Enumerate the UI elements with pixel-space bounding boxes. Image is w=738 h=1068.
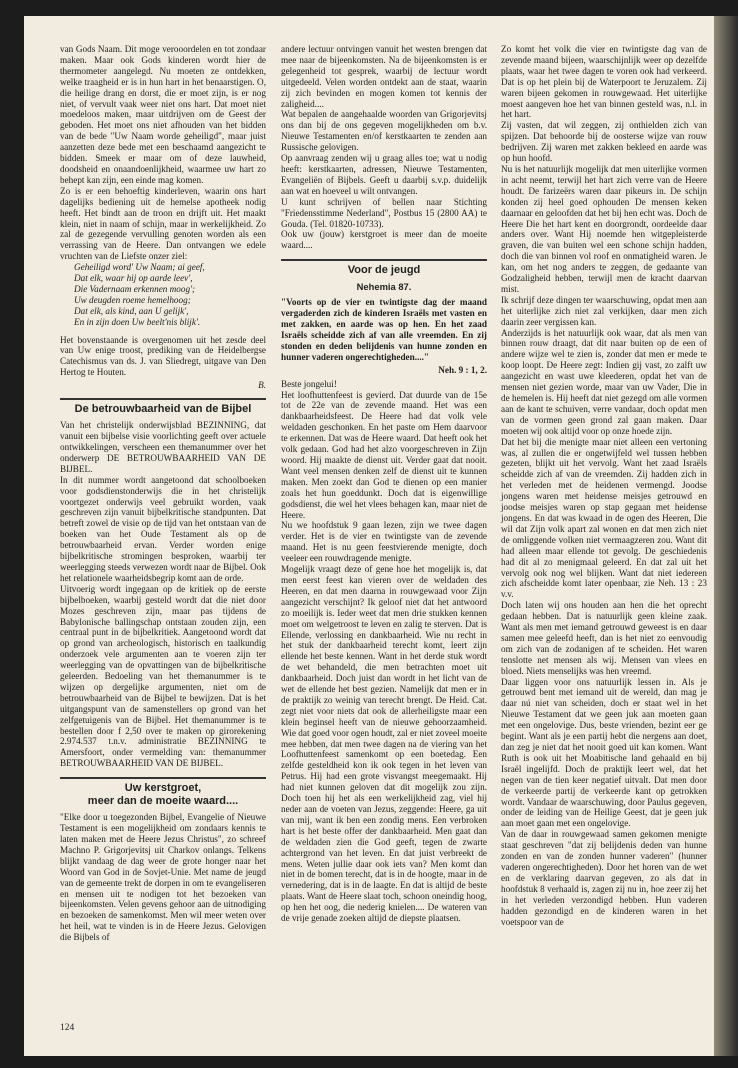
page-number: 124 bbox=[60, 1023, 75, 1033]
column-left bbox=[60, 44, 266, 943]
column-right bbox=[501, 44, 707, 927]
paragraph: Het loofhuttenfeest is gevierd. Dat duurde van de 15e tot de 22e van de zevende maand. Het was een dankbaarheidsfeest. De Heere had dat volk vele weldaden geschonken. En het paste om Hem daarvoor te erkennen. Dat was de Heere waard. Dat heeft ook het volk gedaan. God had het alzo voorgeschreven in Zijn woord. Hij maakte de dienst uit. Verder gaat dat nooit. Want veel mensen denken zelf de dienst uit te kunnen maken. Men zoekt dan God te dienen op een manier zoals het hun goeddunkt. Doch dat is eigenwillige godsdienst, die wel het vlees behagen kan, maar niet de Heere. bbox=[281, 389, 487, 520]
paragraph: van Gods Naam. Dit moge verooordelen en tot zondaar maken. Maar ook Gods kinderen wordt hier de thermometer aangelegd. Nu moeten ze ontdekken, welke traagheid er is in hun hart in het benaarstigen. O, die heilige drang en dorst, die er moet zijn, is er nog niet, of vervult vaak weer niet ons hart. Dat moet niet moedeloos maken, maar uitdrijven om de Geest der geboden. Het moet ons niet afhouden van het bidden van de bede "Uw Naam worde geheiligd", maar juist aanzetten deze bede met een beschaamd aangezicht te bidden. Smeek er maar om of deze lauwheid, doodsheid en onaandoenlijkheid, waarmee uw hart zo behept kan zijn, een einde mag komen. bbox=[60, 44, 266, 185]
section-divider bbox=[60, 398, 266, 400]
section-divider bbox=[281, 259, 487, 261]
poem-line: Die Vadernaam erkennen moog'; bbox=[74, 283, 196, 294]
paragraph: Beste jongelui! bbox=[281, 378, 337, 389]
paragraph: Ook uw (jouw) kerstgroet is meer dan de moeite waard.... bbox=[281, 229, 487, 251]
heading-line: Uw kerstgroet, bbox=[124, 782, 202, 795]
column-middle bbox=[281, 44, 487, 924]
paragraph: U kunt schrijven of bellen naar Stichting "Friedensstimme Nederland", Postbus 15 (2800 AA) te Gouda. (Tel. 01820-10733). bbox=[281, 196, 487, 229]
scripture-reference: Neh. 9 : 1, 2. bbox=[438, 364, 487, 375]
section-divider bbox=[60, 777, 266, 779]
paragraph: Daar liggen voor ons natuurlijk lessen in. Als je getrouwd bent met iemand uit de wereld, dan mag je daar nú niet van scheiden, doch er staat wel in het Nieuwe Testament dat we geen juk aan moeten gaan met een ongelovige. Dus, beste vrienden, bezint eer ge begint. Want als je een partij hebt die nergens aan doet, dan zeg je niet dat het nooit goed uit kan komen. Want Ruth is ook uit het Moabitische land gehaald en bij Israël ingelijfd. Doch de praktijk leert wel, dat het negen van de tien keer negatief uitvalt. Dat men door de verkeerde partij de verkeerde kant op getrokken wordt. Vandaar de waarschuwing, door Paulus gegeven, onder de leiding van de Heilige Geest, dat je geen juk aan moet gaan met een ongelovige. bbox=[501, 676, 707, 829]
paragraph: Uitvoerig wordt ingegaan op de kritiek op de eerste bijbelboeken, waarbij gesteld wordt dat die niet door Mozes geschreven zijn, maar pas tijdens de Babylonische ballingschap ontstaan zouden zijn, een centraal punt in de bijbelkritiek. Aangetoond wordt dat op grond van archeologisch, historisch en taalkundig onderzoek vele argumenten aan te voeren zijn ter weerlegging van de opvattingen van de bijbelkritische geleerden. Bedoeling van het themanummer is te wijzen op dergelijke argumenten, niet om de betrouwbaarheid van de Bijbel te bewijzen. Dat is het uitgangspunt van de samenstellers op grond van het zelfgetuigenis van de Bijbel. Het themanummer is te bestellen door f 2,50 over te maken op girorekening 2.974.537 t.n.v. administratie BEZINNING te Amersfoort, onder vermelding van: themanummer BETROUWBAARHEID VAN DE BIJBEL. bbox=[60, 583, 266, 769]
poem-quote bbox=[60, 262, 266, 327]
paragraph: Anderzijds is het natuurlijk ook waar, dat als men van binnen rouw draagt, dat dit naar buiten op de een of andere wijze wel te zien is, zonder dat men er mede te koop loopt. De Heere zegt: Indien gij vast, zo zalft uw aangezicht en wast uwe kleederen, opdat het van de mensen niet gezien worde, maar van uw Vader, Die in de hemelen is. Hij heeft dat niet gezegd om alle vormen aan de kant te schuiven, verre vandaar, doch opdat men van de vormen geen grond zal gaan maken. Daar moeten wij ook altijd voor op onze hoede zijn. bbox=[501, 327, 707, 436]
paragraph: Wat bepalen de aangehaalde woorden van Grigorjevitsj ons dan bij de ons gegeven mogelijkheden om b.v. Nieuwe Testamenten en/of kerstkaarten te zenden aan Russische gelovigen. bbox=[281, 109, 487, 153]
poem-line: Uw deugden roeme hemelhoog; bbox=[74, 294, 191, 305]
poem-line: Dat elk, waar hij op aarde leev', bbox=[74, 273, 193, 284]
poem-line: En in zijn doen Uw beelt'nis blijk'. bbox=[74, 316, 201, 327]
paragraph: Dat het bij die menigte maar niet alleen een vertoning was, al zullen die er ongetwijfeld wel tussen hebben gezeten, blijkt uit het vervolg. Want het zaad Israëls scheidde zich af van de vreemden. Zij hadden zich in het verleden met de heidenen vermengd. Joodse jongens waren met heidense meisjes getrouwd en joodse meisjes waren op stap gegaan met heidense jongens. En dat was kwaad in de ogen des Heeren, Die wil dat Zijn volk apart zal wonen en dat men zich niet de omliggende volken niet vermaagzeren zou. Want dit had alleen maar ellende tot gevolg. De geschiedenis had dit al zo menigmaal geleerd. En dat zal uit het vervolg ook nog wel blijken. Want dat niet iedereen zich afscheidde komt later openbaar, zie Neh. 13 : 23 v.v. bbox=[501, 436, 707, 600]
section-subheading: Nehemia 87. bbox=[356, 281, 412, 293]
paragraph: Op aanvraag zenden wij u graag alles toe; wat u nodig heeft: kerstkaarten, adressen, Nieuwe Testamenten, Evangeliën of Bijbels. Geeft u daarbij s.v.p. duidelijk aan wat en hoeveel u wilt ontvangen. bbox=[281, 153, 487, 196]
section-heading bbox=[60, 782, 266, 808]
paragraph: Nu we hoofdstuk 9 gaan lezen, zijn we twee dagen verder. Het is de vier en twintigste van de zevende maand. Het is nu geen feestvierende menigte, doch veeleer een rouwdragende menigte. bbox=[281, 520, 487, 564]
paragraph: Doch laten wij ons houden aan hen die het oprecht gedaan hebben. Dat is natuurlijk geen kleine zaak. Want als men met iemand getrouwd geweest is en daar samen mee geleefd heeft, dan is het niet zo eenvoudig om zich van de zodanigen af te scheiden. Het waren tenslotte net mensen als wij. Mensen van vlees en bloed. Niets menselijks was hen vreemd. bbox=[501, 600, 707, 676]
paragraph: Zo is er een behoeftig kinderleven, waarin ons hart dagelijks bediening uit de hemelse apotheek nodig heeft. Het bindt aan de troon en drijft uit. Het maakt klein, niet in naam of schijn, maar in werkelijkheid. Zo zal de gezegende vervulling genoten worden als een verrassing van de Heere. Dan ontvangen we edele vruchten van de Liefste onzer ziel: bbox=[60, 185, 266, 262]
paragraph: Zo komt het volk die vier en twintigste dag van de zevende maand bijeen, waarschijnlijk weer op dezelfde plaats, waar het twee dagen te voren ook had verkeerd. Dat is op het plein bij de Waterpoort te Jeruzalem. Zij waren bijeen gekomen in rouwgewaad. Het uiterlijke moest aangeven hoe het van binnen gesteld was, n.l. in het hart. bbox=[501, 44, 707, 120]
paragraph: Ik schrijf deze dingen ter waarschuwing, opdat men aan het uiterlijke zich niet zal verkijken, daar men zich daarin zeer vergissen kan. bbox=[501, 294, 707, 327]
paragraph: In dit nummer wordt aangetoond dat schoolboeken voor godsdienstonderwijs die in het christelijk voortgezet onderwijs veel gebruikt worden, vaak geschreven zijn vanuit bijbelkritische standpunten. Dat betreft zowel de visie op de tijd van het ontstaan van de boeken van het Oude Testament als op de betrouwbaarheid ervan. Verder worden enige bijbelkritische stromingen besproken, waarbij ter weerlegging steeds verwezen wordt naar de Bijbel. Ook het relationele waarheidsbegrip komt aan de orde. bbox=[60, 474, 266, 583]
paragraph: Het bovenstaande is overgenomen uit het zesde deel van Uw enige troost, prediking van de Heidelbergse Catechismus van ds. J. van Sliedregt, uitgave van Den Hertog te Houten. bbox=[60, 334, 266, 378]
heading-line: meer dan de moeite waard.... bbox=[87, 795, 239, 808]
paragraph: "Elke door u toegezonden Bijbel, Evangelie of Nieuwe Testament is een mogelijkheid om zondaars kennis te laten maken met de Heere Jezus Christus", zo schreef Machno P. Grigorjevitsj uit Charkov onlangs. Telkens blijkt vandaag de dag weer de grote honger naar het Woord van God in de Sovjet-Unie. Met name de jeugd van de gemeente trekt de dorpen in om te evangeliseren en mensen uit te nodigen tot het bezoeken van bijeenkomsten. Velen gevens gehoor aan de uitnodiging en bezoeken de samenkomst. Men wil meer weten over het heil, wat te vinden is in de Heere Jezus. Gelovigen die Bijbels of bbox=[60, 812, 266, 943]
scripture-quote: "Voorts op de vier en twintigste dag der maand vergaderden zich de kinderen Israëls met vasten en met zakken, en aarde was op hen. En het zaad Israëls scheidde zich af van alle vreemden. En zij stonden en deden belijdenis van hunne zonden en hunner vaderen ongerechtigheden...." bbox=[281, 297, 487, 362]
poem-line: Dat elk, als kind, aan U gelijk', bbox=[74, 305, 189, 316]
poem-line: Geheiligd word' Uw Naam; ai geef, bbox=[74, 262, 205, 273]
section-heading: Voor de jeugd bbox=[347, 264, 421, 277]
paragraph: Van het christelijk onderwijsblad BEZINNING, dat vanuit een bijbelse visie voorlichting geeft over actuele ontwikkelingen, verscheen een themanummer over het onderwerp DE BETROUWBAARHEID VAN DE BIJBEL. bbox=[60, 420, 266, 474]
author-initial: B. bbox=[258, 380, 266, 391]
paragraph: Van de daar in rouwgewaad samen gekomen menigte staat geschreven "dat zij belijdenis deden van hunne zonden en van de zonden hunner vaderen" (hunner vaderen ongerechtigheden). Door het horen van de wet en de verklaring daarvan gegeven, zo als dat in hoofdstuk 8 verhaald is, zagen zij nu in, hoe zeer zij het in het verleden verzondigd hebben. Hun vaderen hadden gezondigd en de kinderen waren in het voetspoor van de bbox=[501, 829, 707, 927]
paragraph: Nu is het natuurlijk mogelijk dat men uiterlijke vormen in acht neemt, terwijl het hart zich verre van de Heere houdt. De farizeërs waren daar pikeurs in. De schijn konden zij heel goed ophouden De mensen keken daarnaar en geloofden dat het bij hen echt was. Doch de Heere Die het hart kent en doorgrondt, oordeelde daar anders over. Want Hij noemde hen witgepleisterde graven, die van buiten wel een schone schijn hadden, doch die van binnen vol roof en onmatigheid waren. Je kan, om het nog anders te zeggen, de gedaante van Godzaligheid hebben, terwijl men de kracht daarvan mist. bbox=[501, 163, 707, 294]
paragraph: andere lectuur ontvingen vanuit het westen brengen dat mee naar de bijeenkomsten. Na de bijeenkomsten is er gelegenheid tot gesprek, waarbij de lectuur wordt uitgedeeld. Velen worden ontdekt aan de staat, waarin zij zich bevinden en mogen komen tot kennis der zaligheid.... bbox=[281, 44, 487, 109]
document-page bbox=[24, 16, 714, 1056]
paragraph: Mogelijk vraagt deze of gene hoe het mogelijk is, dat men eerst feest kan vieren over de weldaden des Heeren, en dat men daarna in rouwgewaad voor Zijn aangezicht verschijnt? Ik geloof niet dat het antwoord zo moeilijk is. Ieder weet dat men drie stukken kennen moet om welgetroost te leven en zalig te sterven. Dat is Ellende, verlossing en dankbaarheid. Wie nu recht in het stuk der dankbaarheid terecht komt, leert zijn ellende het beste kennen. Want in het derde stuk wordt de wet behandeld, die men betrachten moet uit dankbaarheid. Doch juist dan wordt in het licht van de wet de ellende het best gezien. Namelijk dat men er in de praktijk zo weinig van terecht brengt. De Heid. Cat. zegt niet voor niets dat ook de allerheiligste maar een klein beginsel heeft van de nieuwe gehoorzaamheid. Wie dat goed voor ogen houdt, zal er niet zoveel moeite mee hebben, dat men twee dagen na de viering van het Loofhuttenfeest samenkomt op een boetedag. Een zelfde gesteldheid kon ik ook tegen in het leven van Petrus. Hij had een grote visvangst meegemaakt. Hij had niet kunnen geloven dat dit mogelijk zou zijn. Doch toen hij het als een werkelijkheid zag, viel hij neder aan de voeten van Jezus, zeggende: Heere, ga uit van mij, want ik ben een zondig mens. Een verbroken hart is het beste offer der dankbaarheid. Men gaat dan de weldaden zien die God geeft, tegen de zwarte achtergrond van het leven. En dat juist verbreekt de mens. Weten jullie daar ook iets van? Men komt dan niet in de bomen terecht, dat is in de hoogte, maar in de vernedering, dat is in de laagte. En dat is altijd de beste plaats. Want de Heere slaat toch, schoon oneindig hoog, op hen het oog, die nederig knielen.... De wateren van de vrije genade zoeken altijd de diepste plaatsen. bbox=[281, 564, 487, 924]
section-heading: De betrouwbaarheid van de Bijbel bbox=[74, 403, 252, 416]
paragraph: Zij vasten, dat wil zeggen, zij onthielden zich van spijzen. Dat behoorde bij de oosterse wijze van rouw bedrijven. Zij waren met zakken bekleed en aarde was op hun hoofd. bbox=[501, 120, 707, 164]
